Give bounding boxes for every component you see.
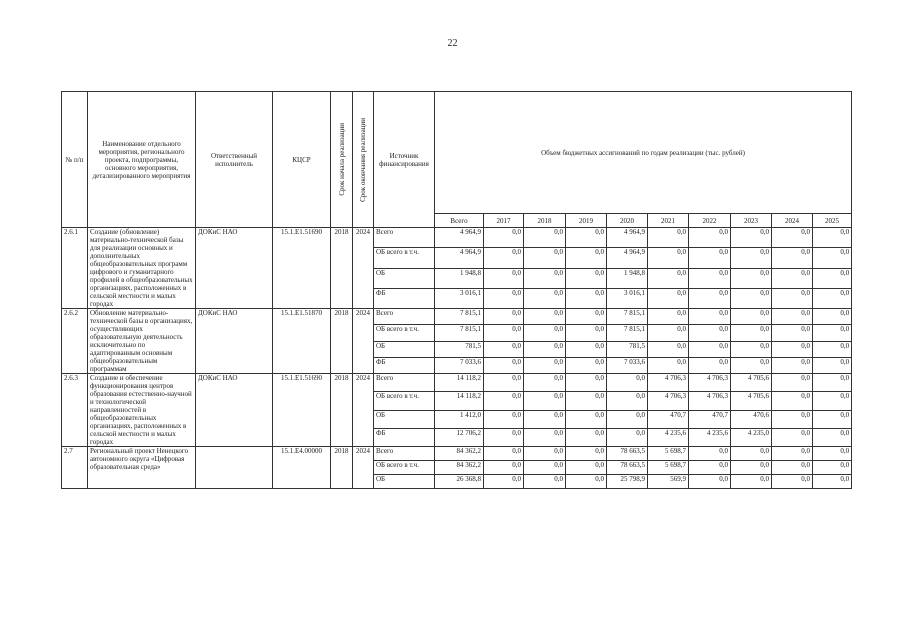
funding-source: Всего [374,374,435,392]
funding-source: ФБ [374,288,435,308]
amount-cell: 0,0 [484,475,524,489]
amount-cell: 0,0 [607,392,648,410]
item-executor [196,447,273,489]
header-name: Наименование отдельного мероприятия, регионального проекта, подпрограммы, основного мероприятия, детализированного мероприятия [88,92,196,228]
amount-cell: 0,0 [689,268,731,288]
amount-cell: 0,0 [524,357,566,373]
amount-cell: 0,0 [772,288,813,308]
amount-cell: 0,0 [607,374,648,392]
amount-cell: 0,0 [731,325,772,341]
amount-cell: 0,0 [484,288,524,308]
funding-source: Всего [374,309,435,325]
funding-source: Всего [374,447,435,461]
amount-cell: 0,0 [484,248,524,268]
amount-cell: 0,0 [524,341,566,357]
item-number: 2.6.3 [62,374,88,447]
amount-cell: 0,0 [772,428,813,446]
amount-cell: 4 705,6 [731,374,772,392]
amount-cell: 0,0 [566,309,607,325]
item-start-year: 2018 [331,228,353,309]
amount-cell: 0,0 [648,357,689,373]
amount-cell: 0,0 [524,428,566,446]
amount-cell: 0,0 [566,428,607,446]
amount-cell: 0,0 [772,475,813,489]
amount-cell: 569,9 [648,475,689,489]
amount-cell: 7 815,1 [607,325,648,341]
amount-cell: 0,0 [484,325,524,341]
amount-cell: 4 706,3 [648,374,689,392]
header-no: № п/п [62,92,88,228]
amount-cell: 0,0 [524,447,566,461]
page-number: 22 [447,38,458,49]
header-year: 2024 [772,214,813,228]
amount-cell: 0,0 [524,288,566,308]
amount-cell: 0,0 [484,374,524,392]
amount-cell: 1 412,0 [435,410,484,428]
item-end-year: 2024 [353,309,374,374]
amount-cell: 5 698,7 [648,447,689,461]
funding-source: ОБ [374,341,435,357]
amount-cell: 12 706,2 [435,428,484,446]
amount-cell: 0,0 [813,428,852,446]
table-row [62,228,852,248]
item-kcsr: 15.1.E1.51870 [273,309,331,374]
amount-cell: 0,0 [524,309,566,325]
amount-cell: 0,0 [566,475,607,489]
amount-cell: 84 362,2 [435,461,484,475]
budget-table [61,91,852,489]
amount-cell: 0,0 [689,461,731,475]
amount-cell: 0,0 [731,447,772,461]
amount-cell: 0,0 [813,228,852,248]
amount-cell: 0,0 [813,288,852,308]
amount-cell: 7 815,1 [435,309,484,325]
amount-cell: 0,0 [484,309,524,325]
amount-cell: 0,0 [689,475,731,489]
header-year: 2023 [731,214,772,228]
funding-source: ОБ всего в т.ч. [374,325,435,341]
amount-cell: 7 815,1 [435,325,484,341]
header-volume: Объем бюджетных ассигнований по годам реализации (тыс. рублей) [435,92,852,214]
amount-cell: 0,0 [484,341,524,357]
item-end-year: 2024 [353,228,374,309]
amount-cell: 781,5 [435,341,484,357]
funding-source: ОБ всего в т.ч. [374,392,435,410]
amount-cell: 0,0 [689,447,731,461]
amount-cell: 0,0 [524,374,566,392]
amount-cell: 0,0 [524,325,566,341]
table-row [62,374,852,392]
amount-cell: 0,0 [731,357,772,373]
header-end: Срок окончания реализации [353,92,374,228]
item-end-year: 2024 [353,374,374,447]
amount-cell: 0,0 [566,288,607,308]
amount-cell: 0,0 [566,357,607,373]
amount-cell: 4 235,0 [731,428,772,446]
amount-cell: 0,0 [813,357,852,373]
item-name: Региональный проект Ненецкого автономного округа «Цифровая образовательная среда» [88,447,196,489]
item-kcsr: 15.1.E1.51690 [273,374,331,447]
amount-cell: 0,0 [524,392,566,410]
amount-cell: 0,0 [813,392,852,410]
amount-cell: 3 016,1 [607,288,648,308]
item-name: Создание и обеспечение функционирования центров образования естественно-научной и технологической направленностей в общеобразовательных организациях, расположенных в сельской местности и малых городах [88,374,196,447]
item-executor: ДОКиС НАО [196,309,273,374]
amount-cell: 4 235,6 [689,428,731,446]
item-number: 2.6.2 [62,309,88,374]
amount-cell: 0,0 [524,268,566,288]
amount-cell: 0,0 [689,357,731,373]
amount-cell: 0,0 [813,248,852,268]
amount-cell: 0,0 [689,248,731,268]
amount-cell: 0,0 [731,475,772,489]
amount-cell: 0,0 [731,341,772,357]
amount-cell: 0,0 [689,288,731,308]
amount-cell: 4 964,9 [435,248,484,268]
amount-cell: 0,0 [524,475,566,489]
amount-cell: 0,0 [731,268,772,288]
amount-cell: 0,0 [524,228,566,248]
amount-cell: 26 368,8 [435,475,484,489]
amount-cell: 0,0 [813,268,852,288]
funding-source: ОБ [374,475,435,489]
header-year: Всего [435,214,484,228]
amount-cell: 0,0 [689,325,731,341]
item-name: Создание (обновление) материально-технической базы для реализации основных и дополнительных общеобразовательных программ цифрового и гуманитарного профилей в общеобразовательных организациях, расположенных в сельской местности и малых городах [88,228,196,309]
item-end-year: 2024 [353,447,374,489]
header-executor: Ответственный исполнитель [196,92,273,228]
amount-cell: 0,0 [648,341,689,357]
amount-cell: 0,0 [648,268,689,288]
amount-cell: 0,0 [484,428,524,446]
amount-cell: 0,0 [524,461,566,475]
funding-source: ОБ всего в т.ч. [374,248,435,268]
item-executor: ДОКиС НАО [196,374,273,447]
item-start-year: 2018 [331,374,353,447]
header-year: 2017 [484,214,524,228]
header-year: 2020 [607,214,648,228]
item-executor: ДОКиС НАО [196,228,273,309]
amount-cell: 0,0 [772,248,813,268]
amount-cell: 0,0 [566,341,607,357]
amount-cell: 4 964,9 [435,228,484,248]
amount-cell: 0,0 [689,228,731,248]
amount-cell: 0,0 [813,341,852,357]
amount-cell: 1 948,8 [607,268,648,288]
table-row [62,447,852,461]
amount-cell: 0,0 [813,374,852,392]
amount-cell: 781,5 [607,341,648,357]
amount-cell: 7 815,1 [607,309,648,325]
amount-cell: 0,0 [566,248,607,268]
amount-cell: 4 706,3 [689,392,731,410]
item-name: Обновление материально-технической базы в организациях, осуществляющих образовательную деятельность исключительно по адаптированным основным общеобразовательным программам [88,309,196,374]
amount-cell: 0,0 [813,309,852,325]
amount-cell: 4 706,3 [648,392,689,410]
amount-cell: 0,0 [772,228,813,248]
amount-cell: 7 033,6 [435,357,484,373]
amount-cell: 25 798,9 [607,475,648,489]
amount-cell: 0,0 [566,325,607,341]
amount-cell: 0,0 [484,447,524,461]
amount-cell: 0,0 [566,461,607,475]
funding-source: ФБ [374,357,435,373]
header-kcsr: КЦСР [273,92,331,228]
amount-cell: 0,0 [648,309,689,325]
item-kcsr: 15.1.E1.51690 [273,228,331,309]
header-year: 2019 [566,214,607,228]
amount-cell: 0,0 [772,461,813,475]
amount-cell: 0,0 [607,410,648,428]
amount-cell: 0,0 [566,447,607,461]
amount-cell: 0,0 [813,475,852,489]
amount-cell: 0,0 [772,374,813,392]
amount-cell: 0,0 [772,392,813,410]
amount-cell: 0,0 [772,309,813,325]
amount-cell: 4 964,9 [607,248,648,268]
amount-cell: 0,0 [484,410,524,428]
amount-cell: 1 948,8 [435,268,484,288]
item-kcsr: 15.1.E4.00000 [273,447,331,489]
amount-cell: 0,0 [689,341,731,357]
amount-cell: 0,0 [524,248,566,268]
table-row [62,309,852,325]
amount-cell: 0,0 [484,357,524,373]
amount-cell: 4 235,6 [648,428,689,446]
amount-cell: 0,0 [813,410,852,428]
funding-source: ФБ [374,428,435,446]
amount-cell: 0,0 [484,392,524,410]
amount-cell: 0,0 [648,228,689,248]
header-year: 2022 [689,214,731,228]
header-start: Срок начала реализации [331,92,353,228]
amount-cell: 14 118,2 [435,392,484,410]
funding-source: ОБ [374,268,435,288]
amount-cell: 4 964,9 [607,228,648,248]
amount-cell: 0,0 [607,428,648,446]
header-year: 2018 [524,214,566,228]
amount-cell: 0,0 [731,288,772,308]
header-source: Источник финансирования [374,92,435,228]
amount-cell: 0,0 [772,341,813,357]
amount-cell: 84 362,2 [435,447,484,461]
amount-cell: 0,0 [689,309,731,325]
header-year: 2021 [648,214,689,228]
amount-cell: 78 663,5 [607,461,648,475]
amount-cell: 0,0 [484,268,524,288]
amount-cell: 0,0 [772,268,813,288]
amount-cell: 0,0 [484,461,524,475]
amount-cell: 0,0 [813,325,852,341]
amount-cell: 0,0 [524,410,566,428]
amount-cell: 4 705,6 [731,392,772,410]
amount-cell: 0,0 [731,461,772,475]
funding-source: ОБ [374,410,435,428]
amount-cell: 0,0 [731,248,772,268]
amount-cell: 0,0 [813,461,852,475]
amount-cell: 0,0 [731,228,772,248]
amount-cell: 0,0 [648,325,689,341]
amount-cell: 5 698,7 [648,461,689,475]
amount-cell: 0,0 [484,228,524,248]
amount-cell: 0,0 [772,447,813,461]
amount-cell: 470,7 [689,410,731,428]
amount-cell: 0,0 [566,374,607,392]
amount-cell: 0,0 [813,447,852,461]
amount-cell: 0,0 [772,410,813,428]
amount-cell: 470,6 [731,410,772,428]
item-number: 2.7 [62,447,88,489]
amount-cell: 7 033,6 [607,357,648,373]
amount-cell: 4 706,3 [689,374,731,392]
item-start-year: 2018 [331,447,353,489]
amount-cell: 470,7 [648,410,689,428]
amount-cell: 14 118,2 [435,374,484,392]
amount-cell: 0,0 [731,309,772,325]
amount-cell: 0,0 [566,228,607,248]
amount-cell: 78 663,5 [607,447,648,461]
amount-cell: 0,0 [772,325,813,341]
amount-cell: 0,0 [566,268,607,288]
amount-cell: 0,0 [648,288,689,308]
item-start-year: 2018 [331,309,353,374]
funding-source: ОБ всего в т.ч. [374,461,435,475]
funding-source: Всего [374,228,435,248]
item-number: 2.6.1 [62,228,88,309]
amount-cell: 0,0 [566,410,607,428]
amount-cell: 0,0 [772,357,813,373]
amount-cell: 0,0 [566,392,607,410]
header-year: 2025 [813,214,852,228]
amount-cell: 3 016,1 [435,288,484,308]
amount-cell: 0,0 [648,248,689,268]
